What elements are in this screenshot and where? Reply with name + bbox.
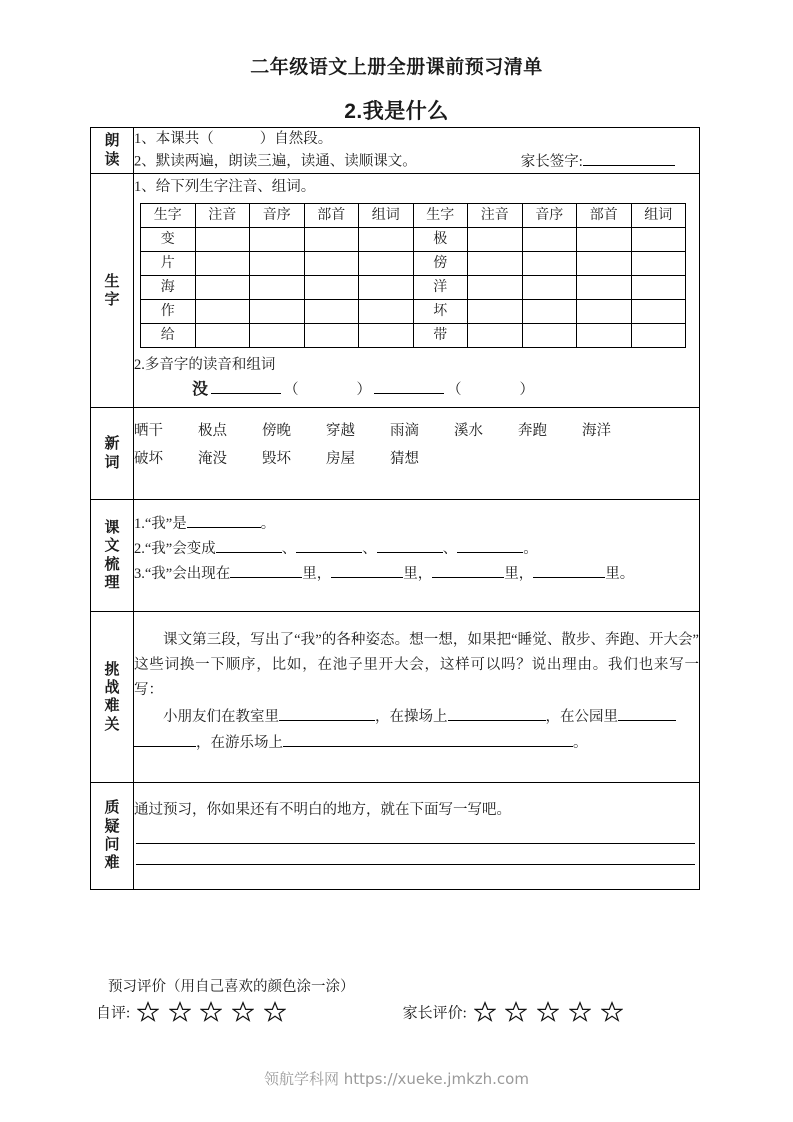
new-word-item: 晒干: [134, 423, 163, 440]
grid-input-cell[interactable]: [195, 227, 250, 251]
star-icon[interactable]: [601, 1001, 623, 1023]
outline-line1-text: 1.“我”是: [134, 516, 187, 533]
grid-input-cell[interactable]: [359, 275, 414, 299]
new-word-item: 溪水: [454, 423, 483, 440]
grid-input-cell[interactable]: [577, 299, 632, 323]
new-word-item: 极点: [198, 423, 227, 440]
grid-character-cell: 带: [413, 323, 468, 347]
section-label-questions: 质 疑 问 难: [91, 783, 134, 889]
grid-input-cell[interactable]: [631, 251, 686, 275]
outline-line2-end: 。: [523, 541, 538, 558]
section-row-challenge: [91, 612, 700, 783]
grid-character-cell: 给: [141, 323, 196, 347]
outline-blank-2d[interactable]: [457, 538, 523, 554]
new-word-item: 傍晚: [262, 423, 291, 440]
grid-header-cell: 组词: [359, 203, 414, 227]
grid-input-cell[interactable]: [250, 299, 305, 323]
paren-open-2: （: [447, 382, 462, 399]
outline-blank-2a[interactable]: [216, 538, 282, 554]
outline-line1-end: 。: [260, 516, 276, 533]
outline-blank-3a[interactable]: [230, 563, 302, 579]
new-word-item: 毁坏: [262, 450, 291, 467]
new-word-item: 淹没: [198, 450, 227, 467]
section-label-challenge: 挑 战 难 关: [91, 612, 134, 783]
grid-character-cell: 片: [141, 251, 196, 275]
grid-row: [141, 299, 686, 323]
challenge-write-c: ，在公园里: [545, 708, 618, 725]
grid-input-cell[interactable]: [304, 323, 359, 347]
section-body-text-outline: [134, 500, 700, 612]
star-icon[interactable]: [169, 1001, 191, 1023]
section-row-new-words: [91, 408, 700, 500]
outline-line2-text: 2.“我”会变成: [134, 541, 216, 558]
paren-open-1: （: [284, 382, 299, 399]
polyphone-pinyin-blank-1[interactable]: [211, 379, 281, 395]
new-words-line-2: [134, 446, 699, 474]
grid-row: [141, 227, 686, 251]
challenge-blank-amusement[interactable]: [283, 731, 573, 747]
new-words-line-1: [134, 418, 699, 446]
outline-blank-2c[interactable]: [377, 538, 443, 554]
grid-input-cell[interactable]: [468, 251, 523, 275]
reading-line-2: [134, 150, 699, 173]
grid-character-cell: 变: [141, 227, 196, 251]
grid-input-cell[interactable]: [468, 323, 523, 347]
reading-line2-text: 2、默读两遍，朗读三遍，读通、读顺课文。: [134, 153, 417, 170]
grid-input-cell[interactable]: [250, 227, 305, 251]
grid-character-cell: 傍: [413, 251, 468, 275]
outline-unit-last: 里。: [605, 566, 635, 583]
outline-blank-3b[interactable]: [331, 563, 403, 579]
outline-line-3: [134, 562, 699, 587]
reading-line1-prefix: 1、本课共（: [134, 131, 214, 147]
grid-input-cell[interactable]: [250, 275, 305, 299]
grid-row: [141, 275, 686, 299]
challenge-blank-playground[interactable]: [448, 705, 546, 721]
grid-character-cell: 海: [141, 275, 196, 299]
grid-header-cell: 注音: [468, 203, 523, 227]
outline-unit: 里，: [504, 566, 534, 583]
star-icon[interactable]: [505, 1001, 527, 1023]
challenge-blank-classroom[interactable]: [279, 705, 375, 721]
grid-input-cell[interactable]: [522, 251, 577, 275]
outline-line3-text: 3.“我”会出现在: [134, 566, 231, 583]
section-label-reading: 朗 读: [91, 128, 134, 174]
evaluation-heading: 预习评价（用自己喜欢的颜色涂一涂）: [108, 979, 355, 995]
parent-signature-blank[interactable]: [583, 150, 675, 166]
questions-writing-line-1[interactable]: [136, 843, 695, 844]
grid-input-cell[interactable]: [359, 299, 414, 323]
grid-input-cell[interactable]: [631, 323, 686, 347]
grid-input-cell[interactable]: [522, 299, 577, 323]
section-label-text-outline: 课 文 梳 理: [91, 500, 134, 612]
challenge-blank-park-part1[interactable]: [618, 705, 676, 721]
grid-input-cell[interactable]: [195, 251, 250, 275]
grid-input-cell[interactable]: [304, 275, 359, 299]
outline-sep: 、: [362, 541, 377, 558]
outline-blank-2b[interactable]: [296, 538, 362, 554]
grid-input-cell[interactable]: [304, 299, 359, 323]
new-word-item: 破坏: [134, 450, 163, 467]
grid-input-cell[interactable]: [468, 299, 523, 323]
grid-character-cell: 洋: [413, 275, 468, 299]
page-title: 二年级语文上册全册课前预习清单: [250, 57, 543, 78]
new-characters-grid: [140, 203, 686, 348]
worksheet-table: [90, 127, 700, 890]
new-characters-intro: 1、给下列生字注音、组词。: [134, 179, 316, 196]
grid-input-cell[interactable]: [631, 275, 686, 299]
new-word-item: 奔跑: [518, 423, 547, 440]
star-icon[interactable]: [232, 1001, 254, 1023]
challenge-blank-park-part2[interactable]: [134, 731, 196, 747]
polyphone-title: 2.多音字的读音和组词: [134, 356, 276, 373]
grid-input-cell[interactable]: [359, 323, 414, 347]
grid-input-cell[interactable]: [631, 227, 686, 251]
grid-input-cell[interactable]: [522, 227, 577, 251]
section-body-challenge: [134, 612, 700, 783]
outline-sep: 、: [442, 541, 458, 558]
polyphone-line: [134, 378, 699, 403]
section-label-new-characters: 生 字: [91, 174, 134, 408]
grid-input-cell[interactable]: [250, 323, 305, 347]
grid-input-cell[interactable]: [304, 251, 359, 275]
grid-header-cell: 部首: [304, 203, 359, 227]
grid-input-cell[interactable]: [359, 251, 414, 275]
grid-input-cell[interactable]: [359, 227, 414, 251]
grid-input-cell[interactable]: [468, 275, 523, 299]
new-word-item: 房屋: [326, 450, 355, 467]
parent-evaluation-group: [403, 1001, 626, 1023]
questions-writing-line-2[interactable]: [136, 864, 695, 865]
grid-input-cell[interactable]: [577, 275, 632, 299]
grid-input-cell[interactable]: [577, 227, 632, 251]
grid-input-cell[interactable]: [195, 299, 250, 323]
section-body-reading: [134, 128, 700, 174]
section-row-text-outline: [91, 500, 700, 612]
star-icon[interactable]: [474, 1001, 496, 1023]
grid-input-cell[interactable]: [577, 251, 632, 275]
challenge-write-line: [134, 705, 699, 757]
section-row-reading: [91, 128, 700, 174]
grid-input-cell[interactable]: [250, 251, 305, 275]
evaluation-row: [96, 1001, 706, 1023]
star-icon[interactable]: [537, 1001, 559, 1023]
section-row-new-characters: [91, 174, 700, 408]
grid-input-cell[interactable]: [631, 299, 686, 323]
section-row-questions: [91, 783, 700, 889]
self-evaluation-group: [96, 1001, 289, 1023]
grid-header-cell: 注音: [195, 203, 250, 227]
grid-character-cell: 极: [413, 227, 468, 251]
outline-blank-3c[interactable]: [432, 563, 504, 579]
new-word-item: 雨滴: [390, 423, 419, 440]
paren-close-1: ）: [356, 382, 372, 399]
grid-input-cell[interactable]: [577, 323, 632, 347]
polyphone-character: 没: [192, 381, 209, 399]
grid-input-cell[interactable]: [304, 227, 359, 251]
star-icon[interactable]: [137, 1001, 159, 1023]
lesson-title: 2.我是什么: [344, 100, 449, 123]
challenge-write-b: ，在操场上: [375, 708, 448, 725]
section-body-new-words: [134, 408, 700, 500]
polyphone-pinyin-blank-2[interactable]: [374, 379, 444, 395]
reading-line1-suffix: ）自然段。: [259, 131, 333, 147]
new-word-item: 穿越: [326, 423, 355, 440]
challenge-write-a: 小朋友们在教室里: [163, 708, 279, 725]
section-label-new-words: 新 词: [91, 408, 134, 500]
challenge-write-end: 。: [573, 734, 588, 751]
outline-unit: 里，: [403, 566, 433, 583]
reading-line-1: [134, 128, 699, 150]
outline-unit: 里，: [302, 566, 332, 583]
questions-prompt: 通过预习，你如果还有不明白的地方，就在下面写一写吧。: [134, 802, 511, 819]
grid-character-cell: 作: [141, 299, 196, 323]
star-icon[interactable]: [569, 1001, 591, 1023]
grid-header-cell: 生字: [141, 203, 196, 227]
new-word-item: 猜想: [390, 450, 419, 467]
outline-blank-1[interactable]: [187, 513, 261, 529]
challenge-write-d: ，在游乐场上: [196, 734, 283, 751]
grid-header-cell: 部首: [577, 203, 632, 227]
grid-header-cell: 组词: [631, 203, 686, 227]
grid-input-cell[interactable]: [195, 275, 250, 299]
grid-input-cell[interactable]: [195, 323, 250, 347]
grid-header-cell: 音序: [522, 203, 577, 227]
grid-input-cell[interactable]: [522, 323, 577, 347]
section-body-new-characters: [134, 174, 700, 408]
new-word-item: 海洋: [582, 423, 611, 440]
outline-blank-3d[interactable]: [533, 563, 605, 579]
outline-sep: 、: [281, 541, 297, 558]
grid-input-cell[interactable]: [522, 275, 577, 299]
paren-close-2: ）: [519, 382, 535, 399]
site-watermark: 领航学科网 https://xueke.jmkzh.com: [264, 1070, 529, 1088]
star-icon[interactable]: [264, 1001, 286, 1023]
grid-character-cell: 坏: [413, 299, 468, 323]
outline-line-2: [134, 537, 699, 562]
parent-evaluation-label: 家长评价:: [402, 1005, 467, 1022]
self-evaluation-label: 自评:: [96, 1005, 131, 1022]
grid-header-cell: 音序: [250, 203, 305, 227]
section-body-questions: [134, 783, 700, 889]
challenge-paragraph: 课文第三段，写出了“我”的各种姿态。想一想，如果把“睡觉、散步、奔跑、开大会”这些词换一下顺序，比如，在池子里开大会，这样可以吗？说出理由。我们也来写一写：: [134, 632, 699, 698]
parent-signature-label: 家长签字:: [520, 153, 583, 170]
outline-line-1: [134, 512, 699, 537]
grid-row: [141, 323, 686, 347]
star-icon[interactable]: [200, 1001, 222, 1023]
grid-header-row: [141, 203, 686, 227]
grid-header-cell: 生字: [413, 203, 468, 227]
grid-input-cell[interactable]: [468, 227, 523, 251]
grid-row: [141, 251, 686, 275]
